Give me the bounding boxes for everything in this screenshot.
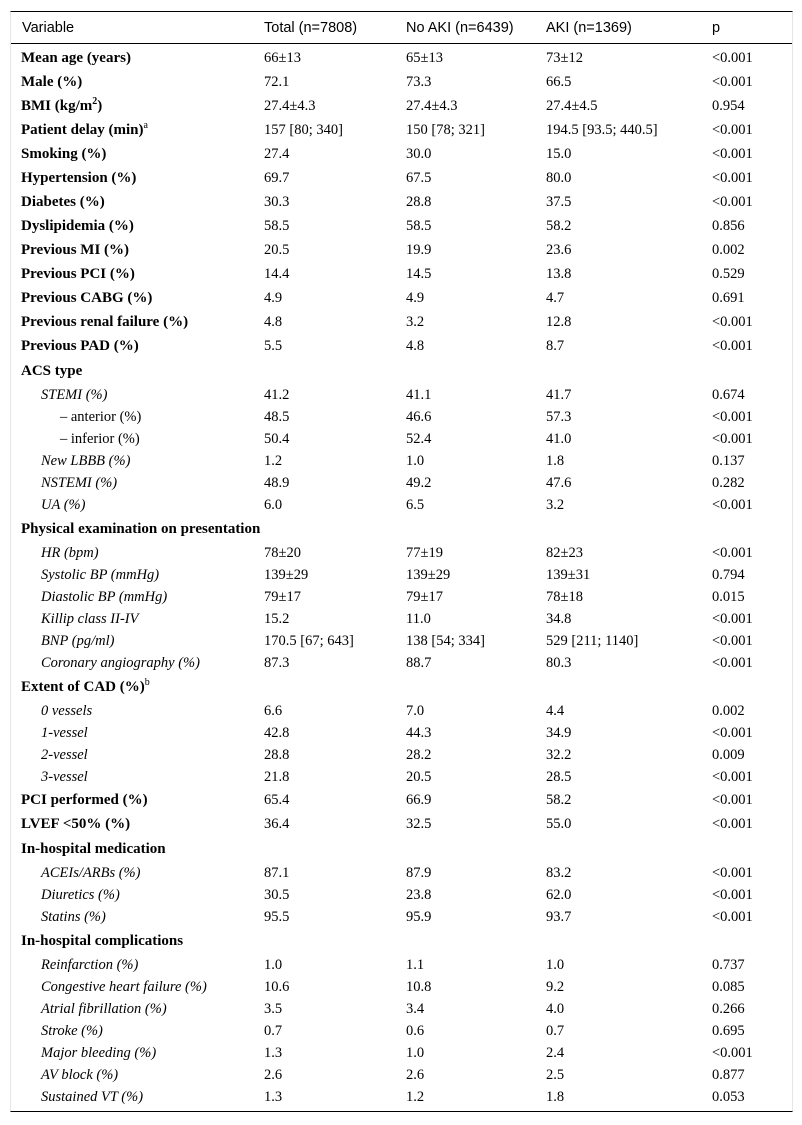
table-row <box>11 652 792 674</box>
cell-no-aki: 32.5 <box>406 815 432 832</box>
cell-no-aki: 46.6 <box>406 408 432 425</box>
cell-p: 0.002 <box>712 241 745 258</box>
row-label: Hypertension (%) <box>21 169 137 186</box>
cell-total: 5.5 <box>264 337 283 354</box>
row-label: Major bleeding (%) <box>41 1044 157 1061</box>
cell-aki: 13.8 <box>546 265 572 282</box>
cell-total: 87.3 <box>264 654 290 671</box>
table-row <box>11 262 792 286</box>
cell-total: 1.0 <box>264 956 283 973</box>
section-title <box>11 674 792 700</box>
row-label: STEMI (%) <box>41 386 108 403</box>
cell-aki: 58.2 <box>546 791 572 808</box>
cell-p: 0.691 <box>712 289 745 306</box>
cell-total: 87.1 <box>264 864 290 881</box>
cell-p: 0.015 <box>712 588 745 605</box>
table-row <box>11 1042 792 1064</box>
row-label: – anterior (%) <box>60 408 142 425</box>
cell-no-aki: 1.0 <box>406 452 425 469</box>
cell-no-aki: 77±19 <box>406 544 443 561</box>
cell-aki: 34.9 <box>546 724 572 741</box>
table-row <box>11 564 792 586</box>
cell-total: 78±20 <box>264 544 301 561</box>
cell-p: <0.001 <box>712 768 753 785</box>
row-label: Male (%) <box>21 73 83 90</box>
table-row <box>11 812 792 836</box>
cell-total: 15.2 <box>264 610 290 627</box>
row-label: Previous PCI (%) <box>21 265 135 282</box>
row-label: 3-vessel <box>41 768 88 785</box>
table-row <box>11 450 792 472</box>
cell-total: 21.8 <box>264 768 290 785</box>
cell-aki: 2.5 <box>546 1066 565 1083</box>
cell-aki: 80.3 <box>546 654 572 671</box>
cell-total: 4.8 <box>264 313 283 330</box>
cell-no-aki: 67.5 <box>406 169 432 186</box>
cell-no-aki: 52.4 <box>406 430 432 447</box>
cell-aki: 9.2 <box>546 978 565 995</box>
cell-no-aki: 1.0 <box>406 1044 425 1061</box>
row-label: Atrial fibrillation (%) <box>41 1000 167 1017</box>
cell-no-aki: 150 [78; 321] <box>406 121 485 138</box>
cell-aki: 66.5 <box>546 73 572 90</box>
cell-p: 0.529 <box>712 265 745 282</box>
cell-no-aki: 14.5 <box>406 265 432 282</box>
header-total: Total (n=7808) <box>254 12 396 44</box>
cell-total: 58.5 <box>264 217 290 234</box>
table-row <box>11 906 792 928</box>
cell-total: 157 [80; 340] <box>264 121 343 138</box>
baseline-characteristics-table <box>10 11 793 1112</box>
cell-no-aki: 30.0 <box>406 145 432 162</box>
cell-p: <0.001 <box>712 654 753 671</box>
cell-p: 0.002 <box>712 702 745 719</box>
table-row <box>11 766 792 788</box>
cell-aki: 41.7 <box>546 386 572 403</box>
cell-total: 36.4 <box>264 815 290 832</box>
cell-total: 42.8 <box>264 724 290 741</box>
cell-aki: 12.8 <box>546 313 572 330</box>
table-row <box>11 542 792 564</box>
table-row <box>11 310 792 334</box>
cell-total: 2.6 <box>264 1066 283 1083</box>
cell-aki: 15.0 <box>546 145 572 162</box>
cell-no-aki: 27.4±4.3 <box>406 97 458 114</box>
cell-no-aki: 19.9 <box>406 241 432 258</box>
cell-p: 0.737 <box>712 956 745 973</box>
section-header-physical-exam <box>11 516 792 542</box>
cell-total: 1.2 <box>264 452 283 469</box>
header-variable: Variable <box>11 12 254 44</box>
cell-p: <0.001 <box>712 313 753 330</box>
table-row <box>11 190 792 214</box>
cell-total: 170.5 [67; 643] <box>264 632 354 649</box>
cell-p: <0.001 <box>712 337 753 354</box>
section-title-text: Extent of CAD (%) <box>21 678 145 695</box>
row-label: UA (%) <box>41 496 86 513</box>
cell-total: 66±13 <box>264 49 301 66</box>
cell-no-aki: 3.4 <box>406 1000 425 1017</box>
cell-p: 0.053 <box>712 1088 745 1105</box>
cell-total: 72.1 <box>264 73 290 90</box>
cell-total: 1.3 <box>264 1088 283 1105</box>
cell-aki: 1.0 <box>546 956 565 973</box>
row-label <box>11 118 254 142</box>
section-header-complications <box>11 928 792 954</box>
table-row <box>11 166 792 190</box>
cell-p: <0.001 <box>712 864 753 881</box>
cell-aki: 93.7 <box>546 908 572 925</box>
cell-p: 0.137 <box>712 452 745 469</box>
cell-total: 41.2 <box>264 386 290 403</box>
row-label-text: BMI (kg/m <box>21 97 93 114</box>
row-label: PCI performed (%) <box>21 791 148 808</box>
table-row <box>11 94 792 118</box>
cell-no-aki: 1.2 <box>406 1088 425 1105</box>
cell-aki: 41.0 <box>546 430 572 447</box>
table-row <box>11 608 792 630</box>
table-row <box>11 142 792 166</box>
cell-p: 0.009 <box>712 746 745 763</box>
table-row <box>11 238 792 262</box>
cell-p: <0.001 <box>712 1044 753 1061</box>
table-row <box>11 1086 792 1111</box>
cell-no-aki: 11.0 <box>406 610 431 627</box>
cell-aki: 32.2 <box>546 746 572 763</box>
row-label-text: Patient delay (min) <box>21 121 144 138</box>
table-row <box>11 70 792 94</box>
cell-no-aki: 10.8 <box>406 978 432 995</box>
row-label: Congestive heart failure (%) <box>41 978 207 995</box>
cell-no-aki: 87.9 <box>406 864 432 881</box>
cell-total: 50.4 <box>264 430 290 447</box>
cell-aki: 78±18 <box>546 588 583 605</box>
cell-aki: 194.5 [93.5; 440.5] <box>546 121 658 138</box>
table-row <box>11 428 792 450</box>
cell-no-aki: 139±29 <box>406 566 451 583</box>
row-label: Sustained VT (%) <box>41 1088 144 1105</box>
cell-no-aki: 7.0 <box>406 702 425 719</box>
row-label: Previous MI (%) <box>21 241 130 258</box>
cell-no-aki: 28.2 <box>406 746 432 763</box>
cell-p: 0.877 <box>712 1066 745 1083</box>
cell-p: <0.001 <box>712 908 753 925</box>
cell-total: 65.4 <box>264 791 290 808</box>
cell-no-aki: 20.5 <box>406 768 432 785</box>
row-label <box>11 94 254 118</box>
row-label: 0 vessels <box>41 702 93 719</box>
cell-p: 0.794 <box>712 566 745 583</box>
table-row <box>11 44 792 71</box>
table-row <box>11 472 792 494</box>
header-no-aki: No AKI (n=6439) <box>396 12 536 44</box>
cell-p: <0.001 <box>712 886 753 903</box>
cell-total: 48.5 <box>264 408 290 425</box>
cell-no-aki: 28.8 <box>406 193 432 210</box>
table-row <box>11 630 792 652</box>
cell-p: <0.001 <box>712 73 753 90</box>
cell-aki: 4.4 <box>546 702 565 719</box>
cell-p: <0.001 <box>712 791 753 808</box>
cell-total: 6.0 <box>264 496 283 513</box>
superscript: 2 <box>92 95 98 107</box>
cell-aki: 37.5 <box>546 193 572 210</box>
cell-p: 0.282 <box>712 474 745 491</box>
row-label: Stroke (%) <box>41 1022 103 1039</box>
row-label: Dyslipidemia (%) <box>21 217 134 234</box>
cell-aki: 1.8 <box>546 452 565 469</box>
cell-total: 139±29 <box>264 566 309 583</box>
cell-aki: 82±23 <box>546 544 583 561</box>
table-row <box>11 700 792 722</box>
row-label: BNP (pg/ml) <box>41 632 115 649</box>
row-label: Diuretics (%) <box>41 886 120 903</box>
cell-p: <0.001 <box>712 724 753 741</box>
cell-total: 69.7 <box>264 169 290 186</box>
cell-no-aki: 79±17 <box>406 588 443 605</box>
cell-p: <0.001 <box>712 544 753 561</box>
table-row <box>11 1020 792 1042</box>
table-row <box>11 494 792 516</box>
cell-total: 30.5 <box>264 886 290 903</box>
cell-p: <0.001 <box>712 496 753 513</box>
cell-p: <0.001 <box>712 193 753 210</box>
cell-aki: 8.7 <box>546 337 565 354</box>
cell-no-aki: 2.6 <box>406 1066 425 1083</box>
cell-aki: 23.6 <box>546 241 572 258</box>
table-row <box>11 586 792 608</box>
table-row <box>11 788 792 812</box>
cell-aki: 80.0 <box>546 169 572 186</box>
cell-no-aki: 6.5 <box>406 496 425 513</box>
cell-aki: 0.7 <box>546 1022 565 1039</box>
cell-no-aki: 0.6 <box>406 1022 425 1039</box>
table-row <box>11 286 792 310</box>
row-label: Diastolic BP (mmHg) <box>41 588 168 605</box>
table-row <box>11 406 792 428</box>
cell-no-aki: 3.2 <box>406 313 425 330</box>
cell-total: 95.5 <box>264 908 290 925</box>
cell-aki: 3.2 <box>546 496 565 513</box>
cell-total: 27.4 <box>264 145 290 162</box>
cell-p: <0.001 <box>712 610 753 627</box>
cell-aki: 83.2 <box>546 864 572 881</box>
row-label: Systolic BP (mmHg) <box>41 566 160 583</box>
row-label: New LBBB (%) <box>41 452 131 469</box>
cell-aki: 34.8 <box>546 610 572 627</box>
row-label: Killip class II-IV <box>41 610 139 627</box>
cell-total: 1.3 <box>264 1044 283 1061</box>
row-label: Coronary angiography (%) <box>41 654 200 671</box>
cell-no-aki: 41.1 <box>406 386 432 403</box>
table-row <box>11 118 792 142</box>
cell-no-aki: 73.3 <box>406 73 432 90</box>
cell-aki: 529 [211; 1140] <box>546 632 639 649</box>
cell-aki: 139±31 <box>546 566 591 583</box>
table-row <box>11 384 792 406</box>
section-header-acs-type <box>11 358 792 384</box>
cell-aki: 58.2 <box>546 217 572 234</box>
cell-no-aki: 23.8 <box>406 886 432 903</box>
row-label: – inferior (%) <box>60 430 140 447</box>
cell-no-aki: 4.8 <box>406 337 425 354</box>
cell-total: 6.6 <box>264 702 283 719</box>
section-title: In-hospital complications <box>21 932 184 949</box>
cell-aki: 62.0 <box>546 886 572 903</box>
cell-aki: 55.0 <box>546 815 572 832</box>
header-aki: AKI (n=1369) <box>536 12 702 44</box>
cell-aki: 4.0 <box>546 1000 565 1017</box>
cell-aki: 1.8 <box>546 1088 565 1105</box>
cell-total: 48.9 <box>264 474 290 491</box>
section-header-medication <box>11 836 792 862</box>
section-title: In-hospital medication <box>21 840 166 857</box>
footnote-marker: b <box>144 676 150 688</box>
cell-total: 79±17 <box>264 588 301 605</box>
cell-no-aki: 65±13 <box>406 49 443 66</box>
cell-p: <0.001 <box>712 121 753 138</box>
cell-no-aki: 138 [54; 334] <box>406 632 485 649</box>
cell-no-aki: 95.9 <box>406 908 432 925</box>
table-row <box>11 722 792 744</box>
cell-aki: 4.7 <box>546 289 565 306</box>
cell-aki: 28.5 <box>546 768 572 785</box>
cell-total: 20.5 <box>264 241 290 258</box>
cell-p: 0.695 <box>712 1022 745 1039</box>
table-row <box>11 744 792 766</box>
cell-p: 0.266 <box>712 1000 745 1017</box>
row-label: Previous renal failure (%) <box>21 313 189 330</box>
cell-total: 4.9 <box>264 289 283 306</box>
cell-no-aki: 1.1 <box>406 956 425 973</box>
table-row <box>11 862 792 884</box>
cell-aki: 47.6 <box>546 474 572 491</box>
cell-total: 0.7 <box>264 1022 283 1039</box>
table-row <box>11 954 792 976</box>
cell-no-aki: 4.9 <box>406 289 425 306</box>
table-row <box>11 884 792 906</box>
cell-p: 0.954 <box>712 97 745 114</box>
row-label: Previous PAD (%) <box>21 337 139 354</box>
row-label: NSTEMI (%) <box>41 474 118 491</box>
cell-no-aki: 88.7 <box>406 654 432 671</box>
cell-p: <0.001 <box>712 408 753 425</box>
row-label: LVEF <50% (%) <box>21 815 131 832</box>
cell-p: <0.001 <box>712 145 753 162</box>
table-row <box>11 1064 792 1086</box>
cell-aki: 57.3 <box>546 408 572 425</box>
cell-aki: 2.4 <box>546 1044 565 1061</box>
cell-p: <0.001 <box>712 169 753 186</box>
section-title: ACS type <box>21 362 83 379</box>
section-title: Physical examination on presentation <box>21 520 261 537</box>
header-row <box>11 12 792 44</box>
table-row <box>11 976 792 998</box>
cell-p: 0.085 <box>712 978 745 995</box>
cell-p: <0.001 <box>712 632 753 649</box>
row-label: Mean age (years) <box>21 49 131 66</box>
cell-total: 14.4 <box>264 265 290 282</box>
cell-aki: 27.4±4.5 <box>546 97 598 114</box>
row-label: HR (bpm) <box>41 544 99 561</box>
cell-p: <0.001 <box>712 430 753 447</box>
cell-aki: 73±12 <box>546 49 583 66</box>
cell-p: 0.674 <box>712 386 745 403</box>
cell-total: 10.6 <box>264 978 290 995</box>
cell-total: 28.8 <box>264 746 290 763</box>
row-label: Diabetes (%) <box>21 193 105 210</box>
table-row <box>11 334 792 358</box>
cell-total: 30.3 <box>264 193 290 210</box>
row-label: 1-vessel <box>41 724 88 741</box>
footnote-marker: a <box>143 119 148 131</box>
cell-no-aki: 49.2 <box>406 474 432 491</box>
cell-no-aki: 66.9 <box>406 791 432 808</box>
cell-p: <0.001 <box>712 49 753 66</box>
table-row <box>11 998 792 1020</box>
row-label-suffix: ) <box>97 97 103 114</box>
header-p: p <box>702 12 792 44</box>
cell-p: 0.856 <box>712 217 745 234</box>
row-label: Statins (%) <box>41 908 106 925</box>
cell-total: 27.4±4.3 <box>264 97 316 114</box>
cell-no-aki: 58.5 <box>406 217 432 234</box>
row-label: AV block (%) <box>41 1066 119 1083</box>
row-label: Smoking (%) <box>21 145 107 162</box>
cell-no-aki: 44.3 <box>406 724 432 741</box>
cell-p: <0.001 <box>712 815 753 832</box>
row-label: ACEIs/ARBs (%) <box>41 864 141 881</box>
row-label: 2-vessel <box>41 746 88 763</box>
section-header-extent-cad <box>11 674 792 700</box>
row-label: Previous CABG (%) <box>21 289 153 306</box>
row-label: Reinfarction (%) <box>41 956 139 973</box>
table-row <box>11 214 792 238</box>
cell-total: 3.5 <box>264 1000 283 1017</box>
